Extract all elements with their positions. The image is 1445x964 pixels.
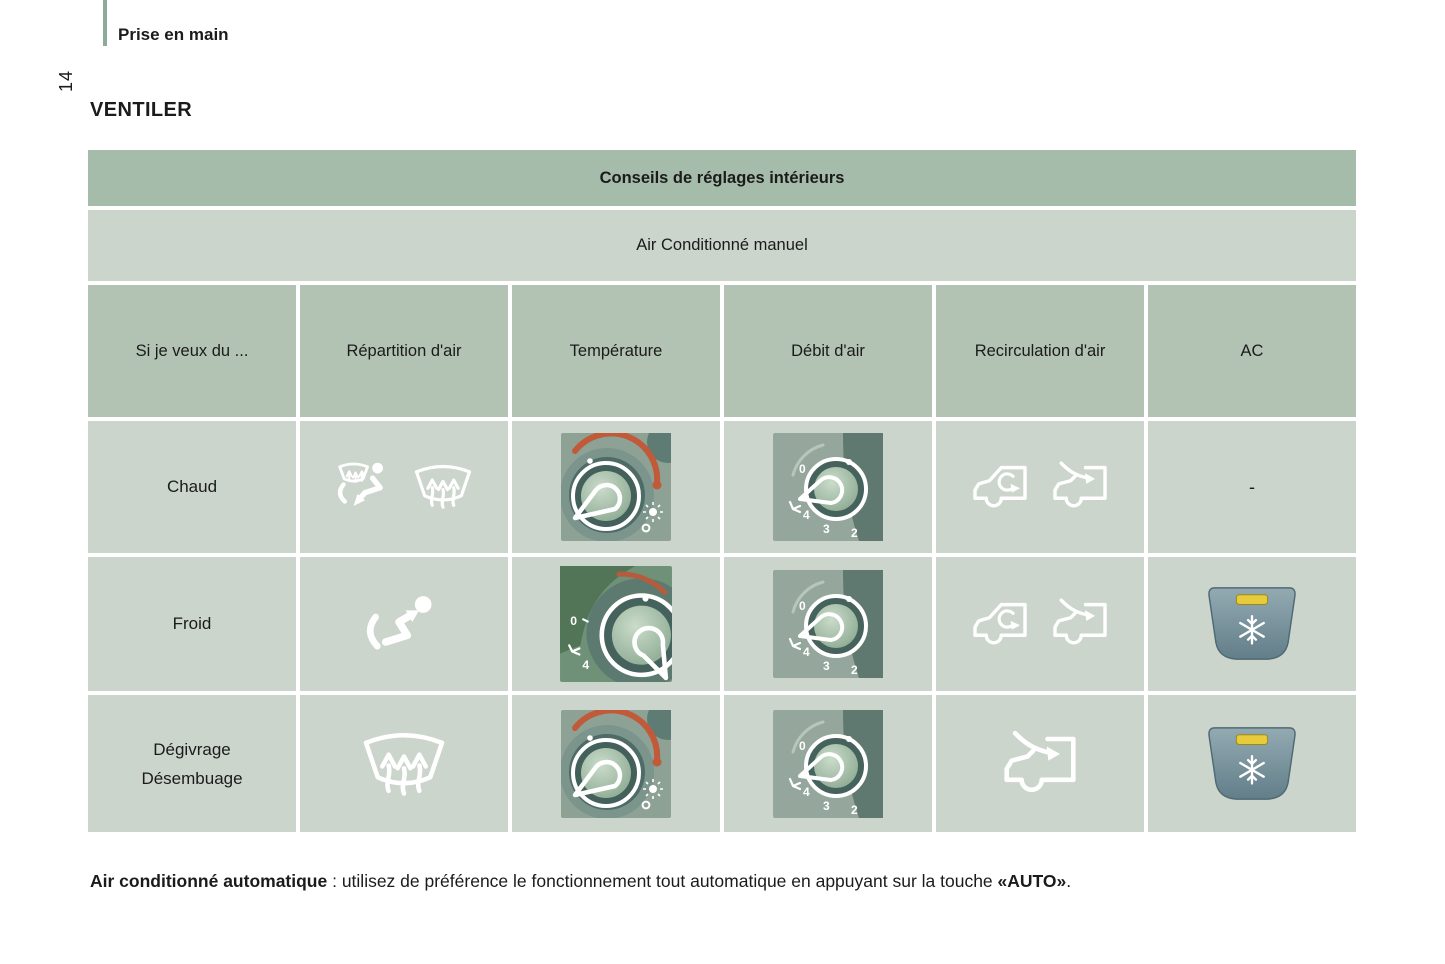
cell-chaud-repartition [300,421,508,553]
footer-note [90,871,1360,892]
degivrage-label-line1: Dégivrage [153,739,231,759]
cell-chaud-label: Chaud [88,421,296,553]
air-to-face-icon [361,587,447,662]
column-header-ac: AC [1148,285,1356,417]
column-header-debit: Débit d'air [724,285,932,417]
temperature-knob-cold-image [560,566,672,682]
table-subtitle: Air Conditionné manuel [88,210,1356,281]
cell-degivrage-repartition [300,695,508,832]
cell-chaud-recirculation [936,421,1144,553]
windscreen-defrost-icon [358,723,450,804]
cell-degivrage-label [88,695,296,832]
cell-chaud-ac: - [1148,421,1356,553]
column-header-repartition: Répartition d'air [300,285,508,417]
fan-speed-knob-image [773,570,883,678]
cell-chaud-temperature [512,421,720,553]
cell-froid-label: Froid [88,557,296,691]
temperature-knob-hot-image [561,433,671,541]
cell-froid-debit [724,557,932,691]
air-recirculation-icon [970,460,1030,514]
air-recirculation-icon [970,597,1030,651]
ac-button-image [1205,724,1299,804]
page-number: 14 [56,69,76,92]
cell-froid-temperature [512,557,720,691]
note-lead: Air conditionné automatique [90,871,328,891]
note-auto-keyword: «AUTO» [997,871,1067,891]
note-body: : utilisez de préférence le fonctionnement tout automatique en appuyant sur la touche [327,871,998,891]
windscreen-defrost-icon [411,458,475,516]
cell-degivrage-ac [1148,695,1356,832]
breadcrumb: Prise en main [118,25,229,44]
cell-froid-repartition [300,557,508,691]
cell-froid-recirculation [936,557,1144,691]
climate-settings-table [88,150,1356,832]
cell-degivrage-temperature [512,695,720,832]
note-period: . [1066,871,1072,891]
fan-speed-knob-image [773,433,883,541]
column-header-si-je-veux: Si je veux du ... [88,285,296,417]
degivrage-label-line2: Désembuage [141,768,243,788]
ac-button-image [1205,584,1299,664]
cell-froid-ac [1148,557,1356,691]
temperature-knob-hot-image [561,710,671,818]
column-header-recirculation: Recirculation d'air [936,285,1144,417]
air-footwell-windscreen-icon [333,458,397,516]
fresh-air-intake-icon [1050,597,1110,651]
page-title: VENTILER [90,99,193,121]
fresh-air-intake-icon [1050,460,1110,514]
fan-speed-knob-image [773,710,883,818]
cell-degivrage-debit [724,695,932,832]
cell-degivrage-recirculation [936,695,1144,832]
column-header-temperature: Température [512,285,720,417]
cell-chaud-debit [724,421,932,553]
section-accent-bar [103,0,107,46]
fresh-air-intake-icon [1000,729,1080,799]
table-title: Conseils de réglages intérieurs [88,150,1356,206]
